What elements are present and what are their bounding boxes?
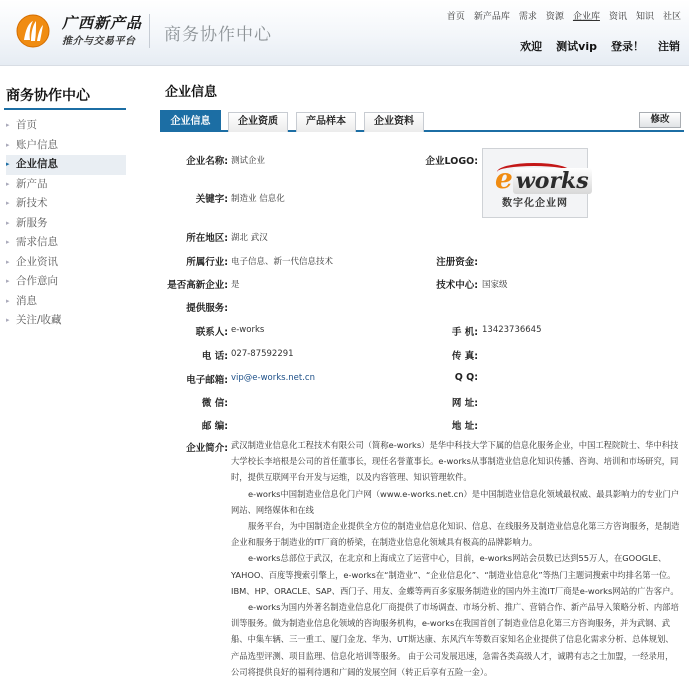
- region-value: 湖北 武汉: [231, 233, 268, 243]
- logo-subtitle: 数字化企业网: [502, 198, 568, 209]
- keywords-value: 制造业 信息化: [231, 194, 285, 204]
- email-link[interactable]: vip@e-works.net.cn: [231, 373, 315, 383]
- login-link[interactable]: 登录！: [611, 40, 644, 53]
- sidebar: [0, 66, 142, 691]
- industry-label: 所属行业:: [186, 257, 228, 268]
- sidebar-title: 商务协作中心: [6, 88, 90, 104]
- sidebar-item-label: 企业资讯: [16, 255, 58, 268]
- tab-product-samples[interactable]: 产品样本: [296, 112, 356, 132]
- chevron-right-icon: ▸: [6, 257, 10, 266]
- region-label: 所在地区:: [186, 233, 228, 244]
- logo-brand: works: [513, 168, 592, 194]
- sidebar-item-account[interactable]: [6, 136, 126, 156]
- high-tech-value: 是: [231, 280, 240, 290]
- main-content: [160, 66, 684, 691]
- website-label: 网 址:: [451, 398, 478, 409]
- site-header: [0, 0, 689, 66]
- welcome-text: 欢迎: [520, 40, 543, 53]
- tab-company-materials[interactable]: 企业资料: [364, 112, 424, 132]
- sidebar-item-company-info[interactable]: [6, 155, 126, 175]
- high-tech-label: 是否高新企业:: [167, 280, 228, 291]
- company-intro: [231, 437, 681, 680]
- sidebar-item-label: 消息: [16, 294, 37, 307]
- chevron-right-icon: ▸: [6, 316, 10, 324]
- sidebar-item-label: 新服务: [16, 216, 48, 229]
- chevron-right-icon: ▸: [6, 277, 10, 285]
- fax-label: 传 真:: [451, 351, 478, 362]
- phone-value: 027-87592291: [231, 349, 294, 359]
- sidebar-item-demand[interactable]: [6, 233, 126, 253]
- sidebar-item-new-products[interactable]: [6, 175, 126, 195]
- logout-link[interactable]: 注销: [658, 40, 680, 53]
- chevron-right-icon: ▸: [6, 296, 10, 305]
- industry-value: 电子信息、新一代信息技术: [231, 257, 334, 267]
- chevron-right-icon: ▸: [6, 179, 10, 188]
- topnav-enterprise-db[interactable]: 企业库: [572, 12, 600, 22]
- sidebar-item-label: 新产品: [16, 177, 48, 190]
- address-label: 地 址:: [451, 421, 478, 432]
- username-link[interactable]: 测试vip: [556, 40, 597, 53]
- logo-wordmark: [495, 162, 592, 195]
- intro-label: 企业简介:: [186, 443, 228, 454]
- company-logo-label: 企业LOGO:: [425, 156, 478, 167]
- page-title: 企业信息: [165, 85, 218, 100]
- topnav-news[interactable]: 资讯: [608, 12, 627, 22]
- chevron-right-icon: ▸: [6, 238, 10, 246]
- mobile-value: 13423736645: [482, 325, 542, 335]
- topnav-knowledge[interactable]: 知识: [635, 12, 654, 22]
- topnav-home[interactable]: 首页: [446, 12, 465, 22]
- brand-name: 广西新产品: [62, 14, 143, 32]
- tech-center-label: 技术中心:: [436, 280, 478, 291]
- sidebar-item-label: 关注/收藏: [16, 314, 62, 326]
- capital-label: 注册资金:: [436, 257, 478, 268]
- header-divider: [149, 14, 150, 48]
- top-nav: [447, 9, 681, 22]
- tab-company-info[interactable]: 企业信息: [160, 110, 221, 132]
- postcode-label: 邮 编:: [201, 421, 228, 432]
- sidebar-item-label: 新技术: [16, 197, 48, 209]
- sidebar-item-favorites[interactable]: [6, 311, 126, 331]
- topnav-demand[interactable]: 需求: [518, 12, 537, 22]
- intro-paragraph: e-works中国制造业信息化门户网（www.e-works.net.cn）是中国制造业信息化领域最权威、最具影响力的专业门户网站、网络媒体和在线: [231, 488, 680, 515]
- email-label: 电子邮箱:: [186, 375, 228, 386]
- phone-label: 电 话:: [201, 351, 228, 362]
- contact-value: e-works: [231, 325, 265, 335]
- edit-button[interactable]: 修改: [639, 112, 681, 128]
- site-logo-icon[interactable]: [16, 14, 50, 48]
- services-label: 提供服务:: [186, 303, 228, 314]
- topnav-new-products[interactable]: 新产品库: [473, 12, 510, 22]
- sidebar-item-new-services[interactable]: [6, 214, 126, 234]
- tech-center-value: 国家级: [482, 280, 508, 290]
- intro-paragraph: e-works总部位于武汉，在北京和上海成立了运营中心，目前，e-works网站会员数已达到55万人，在GOOGLE、YAHOO、百度等搜索引擎上，e-works在“制造业”、“企业信息化”、“制造业信息化”等热门主题词搜索中均排名第一位。IBM、HP、ORACLE、SAP、西门子、用友、金蝶等两百多家服务制造业的国内外主流IT厂商是e-works网站的广告客户。: [231, 553, 679, 596]
- sidebar-item-cooperation[interactable]: [6, 272, 126, 292]
- mobile-label: 手 机:: [451, 327, 478, 338]
- sidebar-item-home[interactable]: [6, 116, 126, 136]
- sidebar-item-label: 企业信息: [16, 158, 58, 170]
- sidebar-item-label: 合作意向: [16, 275, 58, 287]
- wechat-label: 微 信:: [201, 398, 228, 409]
- topnav-resources[interactable]: 资源: [545, 12, 564, 22]
- chevron-right-icon: ▸: [6, 121, 10, 129]
- chevron-right-icon: ▸: [6, 199, 10, 207]
- logo-initial: e: [495, 162, 513, 195]
- sidebar-menu: [6, 116, 126, 331]
- sidebar-divider: [4, 108, 126, 110]
- topnav-community[interactable]: 社区: [662, 12, 681, 22]
- user-bar: [520, 38, 680, 54]
- sidebar-item-label: 首页: [16, 119, 37, 131]
- intro-paragraph: 武汉制造业信息化工程技术有限公司（简称e-works）是华中科技大学下属的信息化服务企业，中国工程院院士、华中科技大学校长李培根是公司的首任董事长，现任名誉董事长。e-works从事制造业信息化知识传播、咨询、培训和市场研究，同时，提供互联网平台开发与运维，以及内容管理、知识管理软件。: [231, 440, 679, 483]
- company-name-label: 企业名称:: [186, 156, 228, 167]
- chevron-right-icon: ▸: [6, 140, 10, 149]
- tab-qualification[interactable]: 企业资质: [228, 112, 288, 132]
- sidebar-item-company-news[interactable]: [6, 253, 126, 273]
- company-logo-image: [482, 148, 588, 218]
- sidebar-item-messages[interactable]: [6, 292, 126, 312]
- chevron-right-icon: ▸: [6, 218, 10, 227]
- sidebar-item-new-tech[interactable]: [6, 194, 126, 214]
- intro-paragraph: e-works为国内外著名制造业信息化厂商提供了市场调查、市场分析、推广、营销合作、新产品导入策略分析、内部培训等服务。做为制造业信息化领域的咨询服务机构，e-works在我国首创了制造业信息化第三方咨询服务，并为武钢、武船、中集车辆、三一重工、厦门金龙、华为、UT斯达康、东风汽车等数百家知名企业提供了信息化需求分析、总体规划、产品选型评测、项目监理、信息化培训等服务。 由于公司发展迅速，急需各类高级人才，诚聘有志之士加盟，一经录用，公司将提供良好的福利待遇和广阔的发展空间（转正后享有五险一金）。: [231, 602, 679, 677]
- sidebar-item-label: 需求信息: [16, 236, 58, 248]
- header-section-title: 商务协作中心: [164, 25, 272, 45]
- sidebar-item-label: 账户信息: [16, 138, 58, 151]
- keywords-label: 关键字:: [195, 194, 228, 205]
- tab-bar: [160, 110, 684, 132]
- intro-paragraph: 服务平台，为中国制造企业提供全方位的制造业信息化知识、信息、在线服务及制造业信息化第三方咨询服务，是制造企业和服务于制造业的IT厂商的桥梁，在制造业信息化领域具有极高的品牌影响力。: [231, 521, 680, 548]
- brand-subtitle: 推介与交易平台: [62, 36, 136, 47]
- company-name-value: 测试企业: [231, 156, 266, 166]
- qq-label: Q Q:: [454, 372, 478, 383]
- contact-label: 联系人:: [195, 327, 228, 338]
- chevron-right-icon: ▸: [6, 160, 10, 168]
